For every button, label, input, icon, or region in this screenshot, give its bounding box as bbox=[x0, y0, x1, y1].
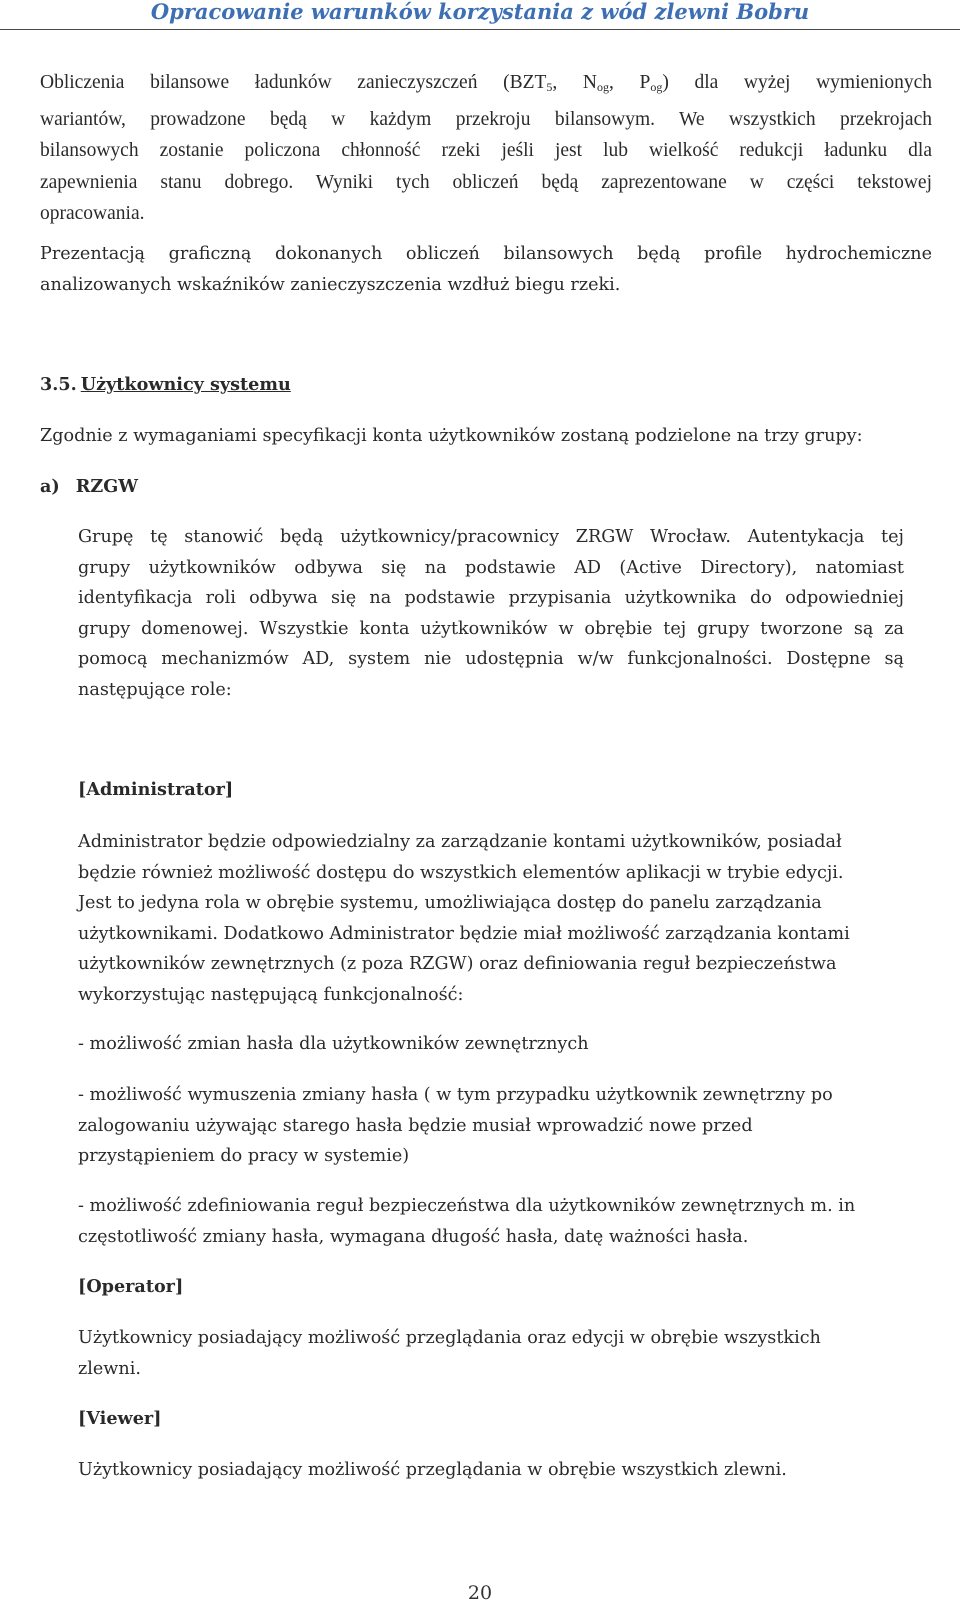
paragraph-line: pomocą mechanizmów AD, system nie udostępnia w/w funkcjonalności. Dostępne są bbox=[78, 649, 904, 670]
section-number: 3.5. bbox=[40, 374, 77, 395]
role-heading-viewer: [Viewer] bbox=[78, 1408, 162, 1429]
paragraph-line: użytkownikami. Dodatkowo Administrator będzie miał możliwość zarządzania kontami bbox=[78, 923, 850, 944]
group-marker: a) bbox=[40, 476, 60, 497]
page-number: 20 bbox=[467, 1582, 493, 1604]
intro-paragraph: Zgodnie z wymaganiami specyfikacji konta użytkowników zostaną podzielone na trzy grupy: bbox=[40, 426, 863, 446]
section-heading bbox=[40, 370, 291, 400]
role-heading-administrator: [Administrator] bbox=[78, 779, 234, 800]
viewer-description: Użytkownicy posiadający możliwość przeglądania w obrębie wszystkich zlewni. bbox=[78, 1460, 787, 1480]
paragraph-line: zlewni. bbox=[78, 1358, 141, 1379]
paragraph-line: częstotliwość zmiany hasła, wymagana długość hasła, datę ważności hasła. bbox=[78, 1226, 749, 1247]
admin-feature-force-password-change bbox=[78, 1080, 918, 1172]
operator-description bbox=[78, 1323, 918, 1384]
paragraph-line: będzie również możliwość dostępu do wszystkich elementów aplikacji w trybie edycji. bbox=[78, 862, 844, 883]
paragraph-line: Grupę tę stanowić będą użytkownicy/pracownicy ZRGW Wrocław. Autentykacja tej bbox=[78, 527, 904, 547]
administrator-description bbox=[78, 827, 918, 1010]
paragraph-line: Prezentacją graficzną dokonanych obliczeń bilansowych będą profile hydrochemiczne bbox=[40, 244, 932, 264]
group-a-heading bbox=[40, 472, 138, 502]
paragraph-line: Użytkownicy posiadający możliwość przeglądania oraz edycji w obrębie wszystkich bbox=[78, 1328, 821, 1348]
paragraph-line: Administrator będzie odpowiedzialny za zarządzanie kontami użytkowników, posiadał bbox=[78, 832, 842, 852]
admin-feature-security-rules bbox=[78, 1191, 918, 1252]
paragraph-line: - możliwość wymuszenia zmiany hasła ( w tym przypadku użytkownik zewnętrzny po bbox=[78, 1085, 833, 1105]
paragraph-line: wykorzystując następującą funkcjonalność: bbox=[78, 984, 464, 1005]
paragraph-line: zalogowaniu używając starego hasła będzie musiał wprowadzić nowe przed bbox=[78, 1115, 753, 1136]
paragraph-line: Jest to jedyna rola w obrębie systemu, umożliwiająca dostęp do panelu zarządzania bbox=[78, 893, 822, 913]
paragraph-line: identyfikacja roli odbywa się na podstawie przypisania użytkownika do odpowiedniej bbox=[78, 588, 904, 609]
paragraph-line: analizowanych wskaźników zanieczyszczenia wzdłuż biegu rzeki. bbox=[40, 274, 621, 295]
paragraph-line: grupy użytkowników odbywa się na podstawie AD (Active Directory), natomiast bbox=[78, 557, 904, 578]
running-header bbox=[0, 0, 960, 30]
role-heading-operator: [Operator] bbox=[78, 1276, 184, 1297]
section-title: Użytkownicy systemu bbox=[80, 374, 291, 395]
paragraph-line: grupy domenowej. Wszystkie konta użytkowników w obrębie tej grupy tworzone są za bbox=[78, 618, 904, 639]
paragraph-line: zapewnienia stanu dobrego. Wyniki tych obliczeń będą zaprezentowane w części tekstowej bbox=[40, 171, 932, 193]
paragraph-graphical-presentation bbox=[40, 239, 932, 300]
paragraph-line: użytkowników zewnętrznych (z poza RZGW) oraz definiowania reguł bezpieczeństwa bbox=[78, 954, 837, 974]
paragraph-line: następujące role: bbox=[78, 679, 232, 700]
admin-feature-password-change: - możliwość zmian hasła dla użytkowników zewnętrznych bbox=[78, 1034, 589, 1054]
paragraph-line: opracowania. bbox=[40, 203, 145, 225]
header-rule bbox=[0, 29, 960, 30]
group-description bbox=[78, 522, 904, 706]
paragraph-line: bilansowych zostanie policzona chłonność rzeki jeśli jest lub wielkość redukcji ładunku dla bbox=[40, 140, 932, 162]
paragraph-line: Obliczenia bilansowe ładunków zanieczyszczeń ($BZT_5$, $N_{og}$, $P_{og}$) dla wyżej wymienionych bbox=[40, 72, 932, 94]
paragraph-line: przystąpieniem do pracy w systemie) bbox=[78, 1146, 410, 1166]
running-header-title: Opracowanie warunków korzystania z wód zlewni Bobru bbox=[150, 0, 810, 24]
paragraph-line: wariantów, prowadzone będą w każdym przekroju bilansowym. We wszystkich przekrojach bbox=[40, 108, 932, 130]
group-name: RZGW bbox=[75, 476, 138, 497]
paragraph-line: - możliwość zdefiniowania reguł bezpieczeństwa dla użytkowników zewnętrznych m. in bbox=[78, 1196, 856, 1216]
paragraph-balance-calculations bbox=[40, 67, 932, 230]
